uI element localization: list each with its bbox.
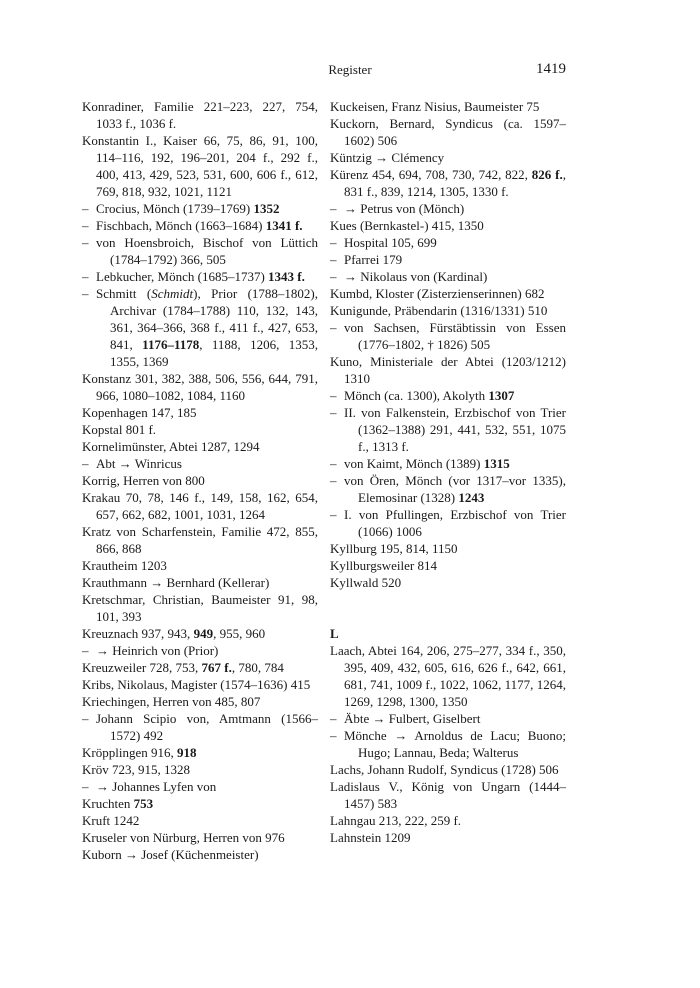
index-entry <box>330 302 566 319</box>
entry-text: Pfarrei 179 <box>344 252 403 267</box>
index-subentry <box>330 200 566 217</box>
index-entry <box>82 659 318 676</box>
entry-text: von Hoensbroich, Bischof von Lüttich (1784–1792) 366, 505 <box>96 235 318 267</box>
index-entry <box>82 557 318 574</box>
entry-text: Kürenz 454, 694, 708, 730, 742, 822, <box>330 167 532 182</box>
entry-text: Kratz von Scharfenstein, Familie 472, 855, 866, 868 <box>82 524 318 556</box>
subentry-dash: – <box>330 456 337 471</box>
entry-text: Hospital 105, 699 <box>344 235 437 250</box>
index-subentry <box>330 727 566 761</box>
index-subentry <box>330 319 566 353</box>
index-entry <box>82 812 318 829</box>
index-entry <box>82 370 318 404</box>
entry-text: Kunigunde, Präbendarin (1316/1331) 510 <box>330 303 548 318</box>
index-entry <box>330 778 566 812</box>
index-subentry <box>330 710 566 727</box>
subentry-dash: – <box>82 201 89 216</box>
entry-text: Küntzig → Clémency <box>330 150 445 165</box>
entry-text: Schmitt ( <box>96 286 152 301</box>
page-reference-bold: 1315 <box>483 456 510 471</box>
index-entry <box>82 693 318 710</box>
index-entry <box>330 812 566 829</box>
index-subentry <box>82 234 318 268</box>
entry-text: , 831 f., 839, 1214, 1305, 1330 f. <box>344 167 566 199</box>
entry-text: Kreuzweiler 728, 753, <box>82 660 202 675</box>
index-subentry <box>330 234 566 251</box>
index-subentry <box>82 285 318 370</box>
entry-text: Crocius, Mönch (1739–1769) <box>96 201 254 216</box>
index-entry <box>82 761 318 778</box>
entry-text: Kröv 723, 915, 1328 <box>82 762 190 777</box>
index-entry <box>82 744 318 761</box>
entry-text: Kruft 1242 <box>82 813 140 828</box>
entry-text: Abt → Winricus <box>96 456 182 471</box>
entry-text: Kruseler von Nürburg, Herren von 976 <box>82 830 285 845</box>
index-entry <box>82 523 318 557</box>
index-subentry <box>330 506 566 540</box>
subentry-dash: – <box>330 711 337 726</box>
entry-text: Kuno, Ministeriale der Abtei (1203/1212) 1310 <box>330 354 566 386</box>
index-subentry <box>82 642 318 659</box>
entry-text: Krakau 70, 78, 146 f., 149, 158, 162, 654, 657, 662, 682, 1001, 1031, 1264 <box>82 490 318 522</box>
subentry-dash: – <box>82 643 89 658</box>
index-subentry <box>330 472 566 506</box>
index-entry <box>330 166 566 200</box>
subentry-dash: – <box>82 218 89 233</box>
entry-text: Kuckeisen, Franz Nisius, Baumeister 75 <box>330 99 540 114</box>
entry-text: Johann Scipio von, Amtmann (1566–1572) 492 <box>96 711 318 743</box>
entry-text: I. von Pfullingen, Erzbischof von Trier (1066) 1006 <box>344 507 566 539</box>
index-entry <box>82 421 318 438</box>
italic-text: Schmidt <box>151 286 194 301</box>
index-subentry <box>82 455 318 472</box>
index-entry <box>82 438 318 455</box>
index-entry <box>330 540 566 557</box>
subentry-dash: – <box>82 456 89 471</box>
index-entry <box>330 98 566 115</box>
index-entry <box>82 404 318 421</box>
entry-text: Mönch (ca. 1300), Akolyth <box>344 388 489 403</box>
entry-text: Mönche → Arnoldus de Lacu; Buono; Hugo; Lannau, Beda; Walterus <box>344 728 566 760</box>
running-head: Register <box>328 62 372 77</box>
index-entry <box>330 149 566 166</box>
entry-text: Kopenhagen 147, 185 <box>82 405 197 420</box>
index-entry <box>330 115 566 149</box>
entry-text: → Johannes Lyfen von <box>96 779 217 794</box>
index-subentry <box>82 200 318 217</box>
index-entry <box>82 591 318 625</box>
page-reference-bold: 1343 f. <box>268 269 305 284</box>
index-subentry <box>82 710 318 744</box>
entry-text: II. von Falkenstein, Erzbischof von Trier (1362–1388) 291, 441, 532, 551, 1075 f., 1313 f. <box>344 405 566 454</box>
entry-text: Kumbd, Kloster (Zisterzienserinnen) 682 <box>330 286 545 301</box>
index-column-left <box>82 98 318 863</box>
index-entry <box>330 217 566 234</box>
page-reference-bold: 918 <box>176 745 197 760</box>
entry-text: Lachs, Johann Rudolf, Syndicus (1728) 506 <box>330 762 559 777</box>
index-entry <box>330 761 566 778</box>
page-reference-bold: 753 <box>133 796 154 811</box>
subentry-dash: – <box>330 388 337 403</box>
index-entry <box>82 574 318 591</box>
page-number: 1419 <box>536 61 566 77</box>
subentry-dash: – <box>82 235 89 250</box>
index-entry <box>330 353 566 387</box>
entry-text: → Nikolaus von (Kardinal) <box>344 269 488 284</box>
entry-text: Kyllburg 195, 814, 1150 <box>330 541 458 556</box>
entry-text: Kuckorn, Bernard, Syndicus (ca. 1597–1602) 506 <box>330 116 566 148</box>
index-subentry <box>82 268 318 285</box>
entry-text: von Kaimt, Mönch (1389) <box>344 456 484 471</box>
entry-text: Kopstal 801 f. <box>82 422 157 437</box>
index-subentry <box>330 251 566 268</box>
subentry-dash: – <box>330 269 337 284</box>
page-reference-bold: 1307 <box>488 388 515 403</box>
index-entry <box>330 574 566 591</box>
entry-text: → Petrus von (Mönch) <box>344 201 465 216</box>
page-reference-bold: 1176–1178 <box>142 337 200 352</box>
section-spacer <box>330 591 566 625</box>
entry-text: Kornelimünster, Abtei 1287, 1294 <box>82 439 260 454</box>
index-entry <box>82 676 318 693</box>
index-subentry <box>330 268 566 285</box>
entry-text: Kyllburgsweiler 814 <box>330 558 437 573</box>
subentry-dash: – <box>82 269 89 284</box>
entry-text: Lebkucher, Mönch (1685–1737) <box>96 269 269 284</box>
page-reference-bold: 1243 <box>458 490 485 505</box>
entry-text: Konradiner, Familie 221–223, 227, 754, 1033 f., 1036 f. <box>82 99 318 131</box>
index-entry <box>330 557 566 574</box>
entry-text: Kyllwald 520 <box>330 575 402 590</box>
entry-text: Kribs, Nikolaus, Magister (1574–1636) 415 <box>82 677 311 692</box>
entry-text: → Heinrich von (Prior) <box>96 643 219 658</box>
entry-text: Konstantin I., Kaiser 66, 75, 86, 91, 100, 114–116, 192, 196–201, 204 f., 292 f., 400, 413, 429, 523, 531, 600, 606 f., 612, 769, 818, 932, 1021, 1121 <box>82 133 318 199</box>
index-column-right <box>330 98 566 846</box>
entry-text: Kreuznach 937, 943, <box>82 626 194 641</box>
subentry-dash: – <box>330 507 337 522</box>
entry-text: Kuborn → Josef (Küchenmeister) <box>82 847 259 862</box>
entry-text: , 1188, 1206, 1353, 1355, 1369 <box>110 337 318 369</box>
index-subentry <box>82 217 318 234</box>
entry-text: Kues (Bernkastel-) 415, 1350 <box>330 218 484 233</box>
entry-text: , 955, 960 <box>213 626 266 641</box>
entry-text: Korrig, Herren von 800 <box>82 473 205 488</box>
index-entry <box>82 98 318 132</box>
entry-text: L <box>330 626 339 641</box>
page-reference-bold: 949 <box>193 626 214 641</box>
index-subentry <box>82 778 318 795</box>
page-reference-bold: 767 f. <box>201 660 232 675</box>
page-reference-bold: 1352 <box>253 201 280 216</box>
index-subentry <box>330 455 566 472</box>
entry-text: Kröpplingen 916, <box>82 745 177 760</box>
subentry-dash: – <box>330 728 337 743</box>
index-entry <box>82 489 318 523</box>
index-entry <box>82 132 318 200</box>
subentry-dash: – <box>82 711 89 726</box>
entry-text: Krautheim 1203 <box>82 558 167 573</box>
entry-text: Ladislaus V., König von Ungarn (1444–1457) 583 <box>330 779 566 811</box>
index-entry <box>82 829 318 846</box>
entry-text: Lahnstein 1209 <box>330 830 411 845</box>
entry-text: Fischbach, Mönch (1663–1684) <box>96 218 266 233</box>
index-entry <box>82 625 318 642</box>
entry-text: Krauthmann → Bernhard (Kellerar) <box>82 575 270 590</box>
entry-text: Laach, Abtei 164, 206, 275–277, 334 f., 350, 395, 409, 432, 605, 616, 626 f., 642, 661, 681, 741, 1009 f., 1022, 1062, 1177, 1264, 1269, 1298, 1300, 1350 <box>330 643 566 709</box>
index-subentry <box>330 404 566 455</box>
subentry-dash: – <box>82 286 89 301</box>
index-entry <box>82 846 318 863</box>
section-letter-heading <box>330 625 566 642</box>
index-entry <box>330 642 566 710</box>
subentry-dash: – <box>330 405 337 420</box>
entry-text: Konstanz 301, 382, 388, 506, 556, 644, 791, 966, 1080–1082, 1084, 1160 <box>82 371 318 403</box>
entry-text: Lahngau 213, 222, 259 f. <box>330 813 462 828</box>
index-entry <box>330 829 566 846</box>
index-entry <box>82 795 318 812</box>
subentry-dash: – <box>330 473 337 488</box>
entry-text: , 780, 784 <box>231 660 284 675</box>
entry-text: von Ören, Mönch (vor 1317–vor 1335), Elemosinar (1328) <box>344 473 566 505</box>
index-subentry <box>330 387 566 404</box>
entry-text: Kretschmar, Christian, Baumeister 91, 98, 101, 393 <box>82 592 318 624</box>
subentry-dash: – <box>330 201 337 216</box>
subentry-dash: – <box>82 779 89 794</box>
index-entry <box>330 285 566 302</box>
subentry-dash: – <box>330 235 337 250</box>
subentry-dash: – <box>330 320 337 335</box>
entry-text: ), Prior (1788–1802), Archivar (1784–1788) 110, 132, 143, 361, 364–366, 368 f., 411 f., 427, 653, 841, <box>110 286 318 352</box>
page-reference-bold: 826 f. <box>531 167 563 182</box>
entry-text: Kruchten <box>82 796 134 811</box>
entry-text: Kriechingen, Herren von 485, 807 <box>82 694 261 709</box>
entry-text: Äbte → Fulbert, Giselbert <box>344 711 481 726</box>
index-entry <box>82 472 318 489</box>
page-reference-bold: 1341 f. <box>265 218 303 233</box>
subentry-dash: – <box>330 252 337 267</box>
entry-text: von Sachsen, Fürstäbtissin von Essen (1776–1802, † 1826) 505 <box>344 320 566 352</box>
